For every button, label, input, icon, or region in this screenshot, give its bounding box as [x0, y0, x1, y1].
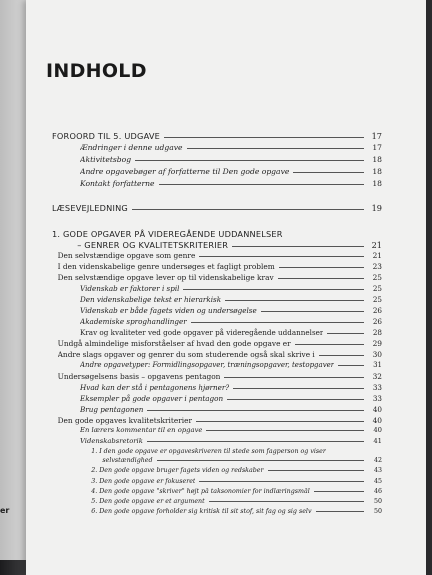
toc-page-number: 45 [373, 478, 382, 485]
toc-entry [80, 437, 382, 445]
toc-leader-line [279, 267, 364, 268]
toc-page-number: 43 [373, 467, 382, 474]
toc-entry [80, 426, 382, 434]
toc-leader-line [199, 481, 364, 482]
toc-entry [77, 240, 382, 250]
toc-leader-line [199, 256, 364, 257]
toc-entry [58, 262, 382, 271]
toc-entry-label: Krav og kvaliteter ved gode opgaver på videregående uddannelser [80, 328, 324, 337]
toc-leader-line [187, 148, 364, 149]
toc-page-number: 40 [373, 426, 382, 434]
toc-entry-label: selvstændighed [102, 457, 153, 464]
toc-leader-line [135, 160, 364, 161]
toc-entry [91, 448, 382, 455]
toc-entry [80, 143, 382, 152]
toc-page-number: 33 [372, 394, 382, 403]
toc-entry [52, 229, 382, 239]
toc-entry [80, 179, 382, 188]
toc-entry-label: 5. Den gode opgave er et argument [91, 498, 205, 505]
toc-entry-label: Andre opgavebøger af forfatterne til Den gode opgave [80, 167, 290, 176]
toc-entry [91, 467, 382, 474]
toc-page-number: 31 [373, 361, 382, 369]
page-title: INDHOLD [46, 60, 147, 82]
toc-leader-line [319, 355, 364, 356]
toc-entry [52, 203, 382, 213]
toc-leader-line [293, 172, 364, 173]
toc-page-number: 21 [372, 251, 382, 260]
toc-entry [80, 284, 382, 293]
toc-entry-label: Kontakt forfatterne [80, 179, 155, 188]
toc-entry-label: 1. GODE OPGAVER PÅ VIDEREGÅENDE UDDANNELSER [52, 229, 283, 239]
toc-page-number: 28 [372, 328, 382, 337]
toc-entry-label: Den videnskabelige tekst er hierarkisk [80, 295, 222, 304]
toc-page-number: 21 [371, 240, 382, 250]
toc-page-number: 46 [373, 488, 382, 495]
toc-entry-label: LÆSEVEJLEDNING [52, 203, 128, 213]
toc-leader-line [206, 430, 364, 431]
contents-page [26, 0, 426, 575]
toc-leader-line [295, 344, 364, 345]
toc-entry-label: Undgå almindelige misforståelser af hvad den gode opgave er [57, 339, 291, 348]
toc-page-number: 25 [372, 273, 382, 282]
toc-leader-line [132, 209, 364, 210]
toc-page-number: 40 [372, 416, 382, 425]
toc-leader-line [164, 137, 364, 138]
toc-leader-line [327, 333, 364, 334]
toc-leader-line [338, 365, 364, 366]
toc-page-number: 29 [372, 339, 382, 348]
toc-leader-line [278, 278, 364, 279]
toc-leader-line [209, 501, 364, 502]
toc-entry [58, 416, 382, 425]
toc-entry [58, 350, 382, 359]
toc-page-number: 26 [372, 317, 382, 326]
toc-leader-line [183, 289, 364, 290]
toc-entry-label: FOROORD TIL 5. UDGAVE [52, 131, 161, 141]
toc-page-number: 18 [372, 155, 382, 164]
toc-leader-line [157, 460, 364, 461]
toc-page-number: 40 [372, 405, 382, 414]
toc-entry [80, 328, 382, 337]
toc-entry [58, 372, 382, 381]
toc-entry [58, 339, 382, 348]
toc-entry-label: Aktivitetsbog [80, 155, 132, 164]
toc-page-number: 25 [372, 284, 382, 293]
toc-page-number: 18 [372, 179, 382, 188]
toc-entry [80, 405, 382, 414]
toc-leader-line [268, 470, 364, 471]
toc-entry [102, 457, 382, 464]
toc-page-number: 30 [372, 350, 382, 359]
toc-page-number: 41 [373, 437, 382, 445]
toc-page-number: 50 [373, 508, 382, 515]
toc-entry-label: 6. Den gode opgave forholder sig kritisk til sit stof, sit fag og sig selv [91, 508, 312, 515]
toc-entry-label: I den videnskabelige genre undersøges et fagligt problem [57, 262, 275, 271]
toc-page-number: 23 [372, 262, 382, 271]
toc-entry-label: Ændringer i denne udgave [80, 143, 183, 152]
toc-page-number: 17 [372, 143, 382, 152]
toc-leader-line [196, 421, 364, 422]
toc-leader-line [147, 441, 364, 442]
toc-entry-label: Den gode opgaves kvalitetskriterier [57, 416, 193, 425]
toc-entry-label: Brug pentagonen [80, 405, 144, 414]
toc-entry [58, 251, 382, 260]
toc-page-number: 32 [372, 372, 382, 381]
toc-entry [91, 498, 382, 505]
toc-leader-line [232, 246, 364, 247]
toc-leader-line [227, 399, 364, 400]
toc-entry [91, 508, 382, 515]
toc-entry-label: – GENRER OG KVALITETSKRITERIER [77, 240, 229, 250]
toc-entry [80, 155, 382, 164]
toc-entry-label: En lærers kommentar til en opgave [80, 426, 203, 434]
toc-entry [91, 488, 382, 495]
previous-page-text: er [0, 506, 10, 515]
toc-entry-label: 1. I den gode opgave er opgaveskriveren til stede som fagperson og viser [91, 448, 326, 455]
toc-entry-label: Hvad kan der stå i pentagonens hjørner? [80, 383, 230, 392]
toc-page-number: 18 [372, 167, 382, 176]
toc-leader-line [224, 377, 364, 378]
toc-entry-label: Andre slags opgaver og genrer du som studerende også skal skrive i [57, 350, 315, 359]
toc-entry [80, 361, 382, 369]
toc-entry [58, 273, 382, 282]
toc-leader-line [314, 491, 364, 492]
toc-entry-label: Undersøgelsens basis – opgavens pentagon [57, 372, 221, 381]
toc-page-number: 33 [372, 383, 382, 392]
toc-page-number: 19 [371, 203, 382, 213]
toc-page-number: 26 [372, 306, 382, 315]
toc-entry [80, 383, 382, 392]
toc-entry-label: Eksempler på gode opgaver i pentagon [80, 394, 224, 403]
toc-entry-label: Akademiske sproghandlinger [80, 317, 187, 326]
toc-entry [80, 394, 382, 403]
toc-entry-label: Den selvstændige opgave lever op til videnskabelige krav [57, 273, 274, 282]
toc-leader-line [225, 300, 364, 301]
toc-entry [80, 306, 382, 315]
toc-entry [80, 295, 382, 304]
toc-leader-line [147, 410, 364, 411]
toc-entry-label: Den selvstændige opgave som genre [57, 251, 196, 260]
toc-leader-line [233, 388, 364, 389]
toc-entry-label: 2. Den gode opgave bruger fagets viden og redskaber [91, 467, 264, 474]
toc-leader-line [159, 184, 364, 185]
toc-entry-label: Videnskab er både fagets viden og undersøgelse [80, 306, 257, 315]
toc-page-number: 17 [371, 131, 382, 141]
toc-page-number: 50 [373, 498, 382, 505]
toc-page-number: 25 [372, 295, 382, 304]
toc-leader-line [261, 311, 364, 312]
toc-page-number: 42 [373, 457, 382, 464]
toc-entry-label: 3. Den gode opgave er fokuseret [91, 478, 196, 485]
toc-entry [80, 317, 382, 326]
toc-entry-label: 4. Den gode opgave "skriver" højt på taksonomier for indlæringsmål [91, 488, 310, 495]
toc-entry-label: Videnskabsretorik [80, 437, 143, 445]
toc-entry [80, 167, 382, 176]
toc-entry-label: Andre opgavetyper: Formidlingsopgaver, træningsopgaver, testopgaver [80, 361, 335, 369]
toc-entry-label: Videnskab er faktorer i spil [80, 284, 180, 293]
toc-entry [52, 131, 382, 141]
toc-leader-line [316, 511, 365, 512]
toc-entry [91, 478, 382, 485]
toc-leader-line [191, 322, 364, 323]
